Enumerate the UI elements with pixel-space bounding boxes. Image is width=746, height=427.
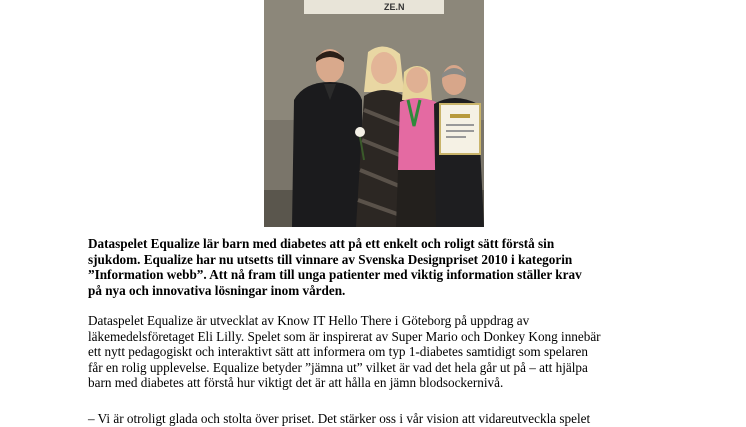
award-photo [264,0,484,227]
lead-line: sjukdom. Equalize har nu utsetts till vinnare av Svenska Designpriset 2010 i kategorin [88,251,573,267]
body-line: Dataspelet Equalize är utvecklat av Know IT Hello There i Göteborg på uppdrag av [88,313,530,328]
body-line: barn med diabetes att förstå hur viktigt det är att hålla en jämn blodsockernivå. [88,375,504,391]
lead-line: på nya och innovativa lösningar inom vården. [88,282,346,298]
quote-paragraph: – Vi är otroligt glada och stolta över priset. Det stärker oss i vår vision att vidareutveckla spelet [88,411,591,426]
banner [304,0,444,14]
lead-line: ”Information webb”. Att nå fram till unga patienter med viktig information ställer krav [88,267,582,283]
body-paragraph [88,313,688,391]
award-photo-illustration [264,0,484,227]
body-line: får en rolig upplevelse. Equalize betyder ”jämna ut” vilket är vad det hela går ut på – att hjälpa [88,359,588,375]
certificate [440,104,480,154]
banner-text: ZE.N [384,2,405,12]
lead-line: Dataspelet Equalize lär barn med diabetes att på ett enkelt och roligt sätt förstå sin [88,236,555,251]
body-line: ett nytt pedagogiskt och interaktivt sätt att informera om typ 1-diabetes samtidigt som spelaren [88,344,588,360]
rose [355,127,365,137]
body-line: läkemedelsföretaget Eli Lilly. Spelet som är inspirerat av Super Mario och Donkey Kong innebär [88,328,601,344]
lead-paragraph [88,236,688,298]
